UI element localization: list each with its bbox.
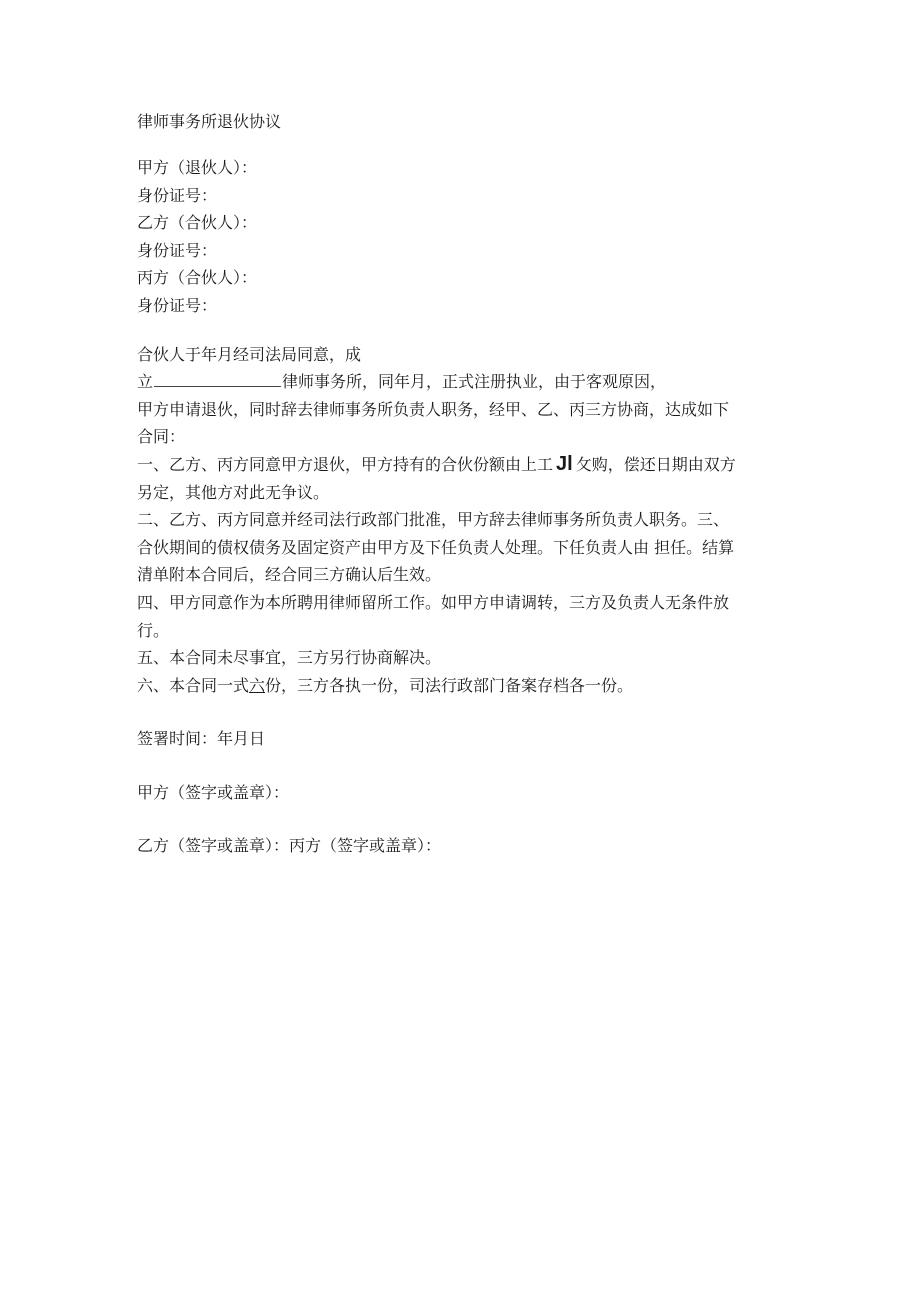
party-c-id-label: 身份证号： [137,295,218,315]
clause-5: 五、本合同未尽事宜，三方另行协商解决。 [137,648,442,668]
intro-line-3: 甲方申请退伙，同时辞去律师事务所负责人职务，经甲、乙、丙三方协商，达成如下 [137,399,730,419]
clause-1-line-1 [137,451,787,479]
signing-date: 签署时间：年月日 [137,729,266,749]
clause-1-prefix: 一、乙方、丙方同意甲方退伙，甲方持有的合伙份额由上工 [137,454,554,474]
copies-count: 六 [249,675,266,695]
intro-line-4: 合同： [137,427,186,447]
party-b-label: 乙方（合伙人）： [137,213,258,233]
party-bc-signature: 乙方（签字或盖章）：丙方（签字或盖章）： [137,836,442,856]
party-a-label: 甲方（退伙人）： [137,158,258,177]
clause-1-suffix: 攵购，偿还日期由双方 [575,454,736,474]
clause-2-line-3: 清单附本合同后，经合同三方确认后生效。 [137,565,442,585]
party-a-signature: 甲方（签字或盖章）： [137,782,290,802]
clause-6-prefix: 六、本合同一式 [137,675,250,695]
clause-2-line-1: 二、乙方、丙方同意并经司法行政部门批准，甲方辞去律师事务所负责人职务。三、 [137,510,730,530]
intro-line-1: 合伙人于年月经司法局同意，成 [137,344,362,364]
firm-name-blank [154,370,281,387]
agreement-body [137,341,787,700]
parties-block [137,154,787,320]
clause-4-line-2: 行。 [137,620,170,640]
clause-2-line-2: 合伙期间的债权债务及固定资产由甲方及下任负责人处理。下任负责人由 担任。结算 [137,537,735,557]
intro-line-2 [137,368,787,396]
document-title: 律师事务所退伙协议 [137,112,282,131]
party-b-id-label: 身份证号： [137,240,218,260]
clause-6 [137,672,787,700]
intro-line-2-prefix: 立 [137,372,154,392]
clause-6-suffix: 份，三方各执一份，司法行政部门备案存档各一份。 [265,675,634,695]
party-a-id-label: 身份证号： [137,185,218,205]
party-c-label: 丙方（合伙人）： [137,268,258,288]
intro-line-2-suffix: 律师事务所，同年月，正式注册执业，由于客观原因， [282,372,667,392]
document-body [137,108,787,860]
clause-4-line-1: 四、甲方同意作为本所聘用律师留所工作。如甲方申请调转，三方及负责人无条件放 [137,592,730,612]
clause-1-glyph: Jl [556,452,573,475]
clause-1-line-2: 另定，其他方对此无争议。 [137,482,330,502]
